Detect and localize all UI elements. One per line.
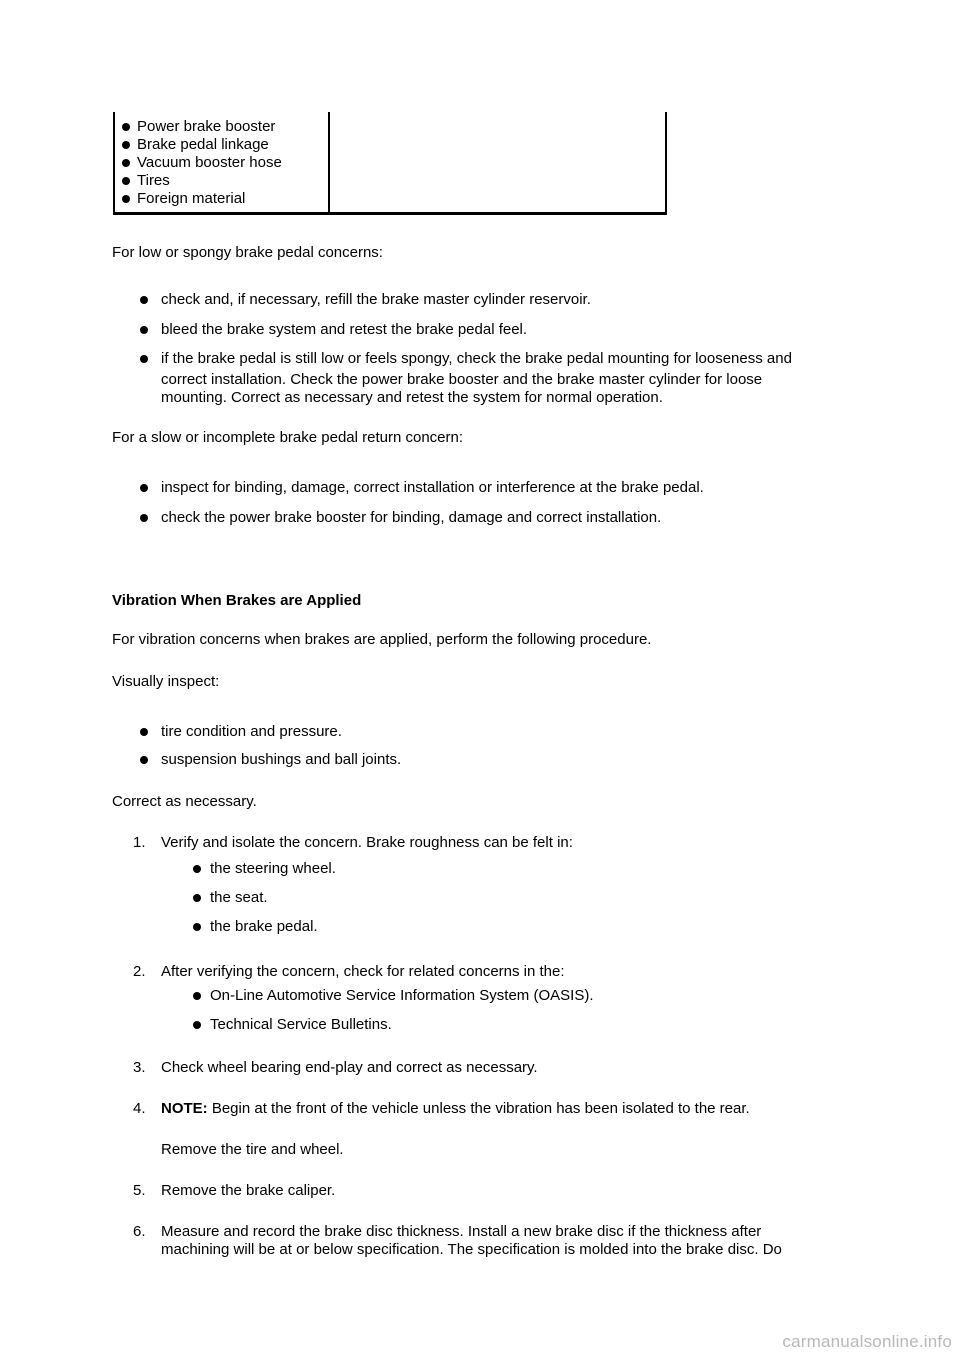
bullet-icon bbox=[140, 296, 148, 304]
bullet-icon bbox=[122, 177, 130, 185]
list-item: check and, if necessary, refill the brake master cylinder reservoir. bbox=[161, 291, 591, 308]
step-text: Remove the tire and wheel. bbox=[161, 1141, 344, 1158]
bullet-icon bbox=[140, 355, 148, 363]
step-number: 2. bbox=[133, 963, 146, 980]
bullet-icon bbox=[193, 992, 201, 1000]
bullet-icon bbox=[122, 123, 130, 131]
table-item: Brake pedal linkage bbox=[137, 136, 269, 153]
watermark: carmanualsonline.info bbox=[782, 1332, 952, 1351]
table-item: Tires bbox=[137, 172, 170, 189]
step-number: 3. bbox=[133, 1059, 146, 1076]
table-divider bbox=[328, 112, 330, 212]
list-item-line: correct installation. Check the power brake booster and the brake master cylinder for loose bbox=[161, 371, 763, 388]
note-text: Begin at the front of the vehicle unless the vibration has been isolated to the rear. bbox=[207, 1100, 750, 1117]
step-note bbox=[161, 1100, 750, 1118]
list-item-line: mounting. Correct as necessary and retest the system for normal operation. bbox=[161, 389, 663, 406]
sub-item: Technical Service Bulletins. bbox=[210, 1016, 392, 1033]
table-item: Power brake booster bbox=[137, 118, 276, 135]
step-number: 1. bbox=[133, 834, 146, 851]
note-label: NOTE: bbox=[161, 1100, 208, 1117]
step-number: 6. bbox=[133, 1223, 146, 1240]
sub-item: the seat. bbox=[210, 889, 268, 906]
bullet-icon bbox=[140, 728, 148, 736]
list-item: bleed the brake system and retest the brake pedal feel. bbox=[161, 321, 528, 338]
step-text: Verify and isolate the concern. Brake roughness can be felt in: bbox=[161, 834, 573, 851]
bullet-icon bbox=[122, 141, 130, 149]
bullet-icon bbox=[193, 923, 201, 931]
list-item: check the power brake booster for binding, damage and correct installation. bbox=[161, 509, 662, 526]
section-heading: Vibration When Brakes are Applied bbox=[112, 592, 362, 609]
step-text-line: Measure and record the brake disc thickness. Install a new brake disc if the thickness after bbox=[161, 1223, 762, 1240]
step-text-line: machining will be at or below specification. The specification is molded into the brake disc. Do bbox=[161, 1241, 782, 1258]
sub-item: the brake pedal. bbox=[210, 918, 318, 935]
paragraph-vibration-intro: For vibration concerns when brakes are applied, perform the following procedure. bbox=[112, 631, 652, 648]
paragraph-slow-return-intro: For a slow or incomplete brake pedal return concern: bbox=[112, 429, 464, 446]
bullet-icon bbox=[193, 1021, 201, 1029]
sub-item: the steering wheel. bbox=[210, 860, 336, 877]
paragraph-visual-inspect: Visually inspect: bbox=[112, 673, 220, 690]
step-text: After verifying the concern, check for related concerns in the: bbox=[161, 963, 565, 980]
bullet-icon bbox=[193, 894, 201, 902]
table-item: Foreign material bbox=[137, 190, 246, 207]
step-text: Remove the brake caliper. bbox=[161, 1182, 336, 1199]
paragraph-low-pedal-intro: For low or spongy brake pedal concerns: bbox=[112, 244, 383, 261]
bullet-icon bbox=[122, 195, 130, 203]
list-item: inspect for binding, damage, correct installation or interference at the brake pedal. bbox=[161, 479, 704, 496]
sub-item: On-Line Automotive Service Information System (OASIS). bbox=[210, 987, 594, 1004]
step-text: Check wheel bearing end-play and correct as necessary. bbox=[161, 1059, 538, 1076]
bullet-icon bbox=[122, 159, 130, 167]
bullet-icon bbox=[193, 865, 201, 873]
step-number: 5. bbox=[133, 1182, 146, 1199]
list-item: suspension bushings and ball joints. bbox=[161, 751, 402, 768]
bullet-icon bbox=[140, 514, 148, 522]
bullet-icon bbox=[140, 484, 148, 492]
list-item: tire condition and pressure. bbox=[161, 723, 342, 740]
bullet-icon bbox=[140, 326, 148, 334]
list-item-line: if the brake pedal is still low or feels spongy, check the brake pedal mounting for looseness and bbox=[161, 350, 792, 367]
bullet-icon bbox=[140, 756, 148, 764]
step-number: 4. bbox=[133, 1100, 146, 1117]
paragraph-correct: Correct as necessary. bbox=[112, 793, 257, 810]
table-item: Vacuum booster hose bbox=[137, 154, 282, 171]
